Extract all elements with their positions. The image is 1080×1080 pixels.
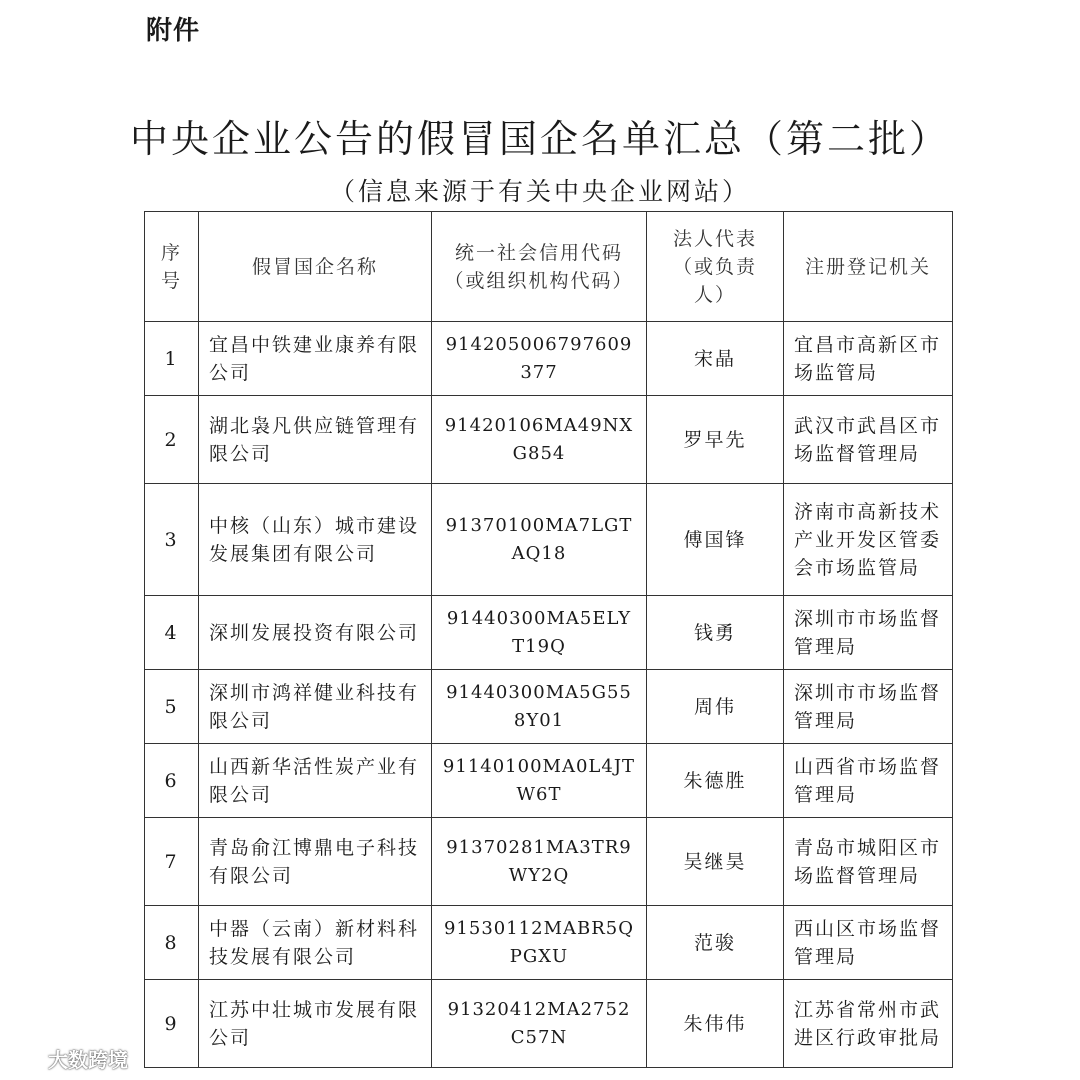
row-number: 8 [145, 906, 199, 980]
legal-representative: 罗早先 [647, 396, 784, 484]
row-number: 4 [145, 596, 199, 670]
legal-representative: 钱勇 [647, 596, 784, 670]
row-number: 5 [145, 670, 199, 744]
company-name: 宜昌中铁建业康养有限公司 [199, 322, 432, 396]
legal-representative: 傅国锋 [647, 484, 784, 596]
registration-authority: 武汉市武昌区市场监督管理局 [784, 396, 953, 484]
table-row [145, 980, 953, 1068]
credit-code: 91370100MA7LGTAQ18 [432, 484, 647, 596]
legal-representative: 吴继昊 [647, 818, 784, 906]
credit-code: 91370281MA3TR9WY2Q [432, 818, 647, 906]
row-number: 9 [145, 980, 199, 1068]
legal-representative: 范骏 [647, 906, 784, 980]
header-legal-rep: 法人代表（或负责人） [647, 212, 784, 322]
company-name: 湖北袅凡供应链管理有限公司 [199, 396, 432, 484]
credit-code: 91140100MA0L4JTW6T [432, 744, 647, 818]
registration-authority: 江苏省常州市武进区行政审批局 [784, 980, 953, 1068]
legal-representative: 宋晶 [647, 322, 784, 396]
credit-code: 91320412MA2752C57N [432, 980, 647, 1068]
registration-authority: 西山区市场监督管理局 [784, 906, 953, 980]
attachment-label: 附件 [146, 16, 201, 46]
row-number: 3 [145, 484, 199, 596]
company-name: 山西新华活性炭产业有限公司 [199, 744, 432, 818]
watermark [8, 1044, 128, 1073]
credit-code: 91440300MA5ELYT19Q [432, 596, 647, 670]
company-name: 中器（云南）新材料科技发展有限公司 [199, 906, 432, 980]
registration-authority: 深圳市市场监督管理局 [784, 596, 953, 670]
registration-authority: 深圳市市场监督管理局 [784, 670, 953, 744]
table-row [145, 484, 953, 596]
company-name: 江苏中壮城市发展有限公司 [199, 980, 432, 1068]
registration-authority: 青岛市城阳区市场监督管理局 [784, 818, 953, 906]
company-name: 中核（山东）城市建设发展集团有限公司 [199, 484, 432, 596]
counterfeit-soe-table [144, 211, 953, 1068]
weibo-icon [8, 1046, 42, 1072]
credit-code: 91440300MA5G558Y01 [432, 670, 647, 744]
company-name: 青岛俞江博鼎电子科技有限公司 [199, 818, 432, 906]
header-authority: 注册登记机关 [784, 212, 953, 322]
credit-code: 91420106MA49NXG854 [432, 396, 647, 484]
header-credit-code: 统一社会信用代码（或组织机构代码） [432, 212, 647, 322]
registration-authority: 济南市高新技术产业开发区管委会市场监管局 [784, 484, 953, 596]
legal-representative: 朱伟伟 [647, 980, 784, 1068]
row-number: 2 [145, 396, 199, 484]
row-number: 1 [145, 322, 199, 396]
document-subtitle: （信息来源于有关中央企业网站） [329, 177, 750, 206]
legal-representative: 朱德胜 [647, 744, 784, 818]
registration-authority: 山西省市场监督管理局 [784, 744, 953, 818]
row-number: 6 [145, 744, 199, 818]
table-row [145, 396, 953, 484]
table-row [145, 744, 953, 818]
registration-authority: 宜昌市高新区市场监管局 [784, 322, 953, 396]
table-row [145, 322, 953, 396]
watermark-text: 大数跨境 [48, 1048, 128, 1072]
document-title: 中央企业公告的假冒国企名单汇总（第二批） [129, 117, 950, 161]
table-row [145, 596, 953, 670]
credit-code: 914205006797609377 [432, 322, 647, 396]
table-header-row [145, 212, 953, 322]
row-number: 7 [145, 818, 199, 906]
company-name: 深圳市鸿祥健业科技有限公司 [199, 670, 432, 744]
company-name: 深圳发展投资有限公司 [199, 596, 432, 670]
credit-code: 91530112MABR5QPGXU [432, 906, 647, 980]
legal-representative: 周伟 [647, 670, 784, 744]
header-name: 假冒国企名称 [199, 212, 432, 322]
table-row [145, 906, 953, 980]
table-row [145, 818, 953, 906]
header-seq: 序号 [145, 212, 199, 322]
table-row [145, 670, 953, 744]
